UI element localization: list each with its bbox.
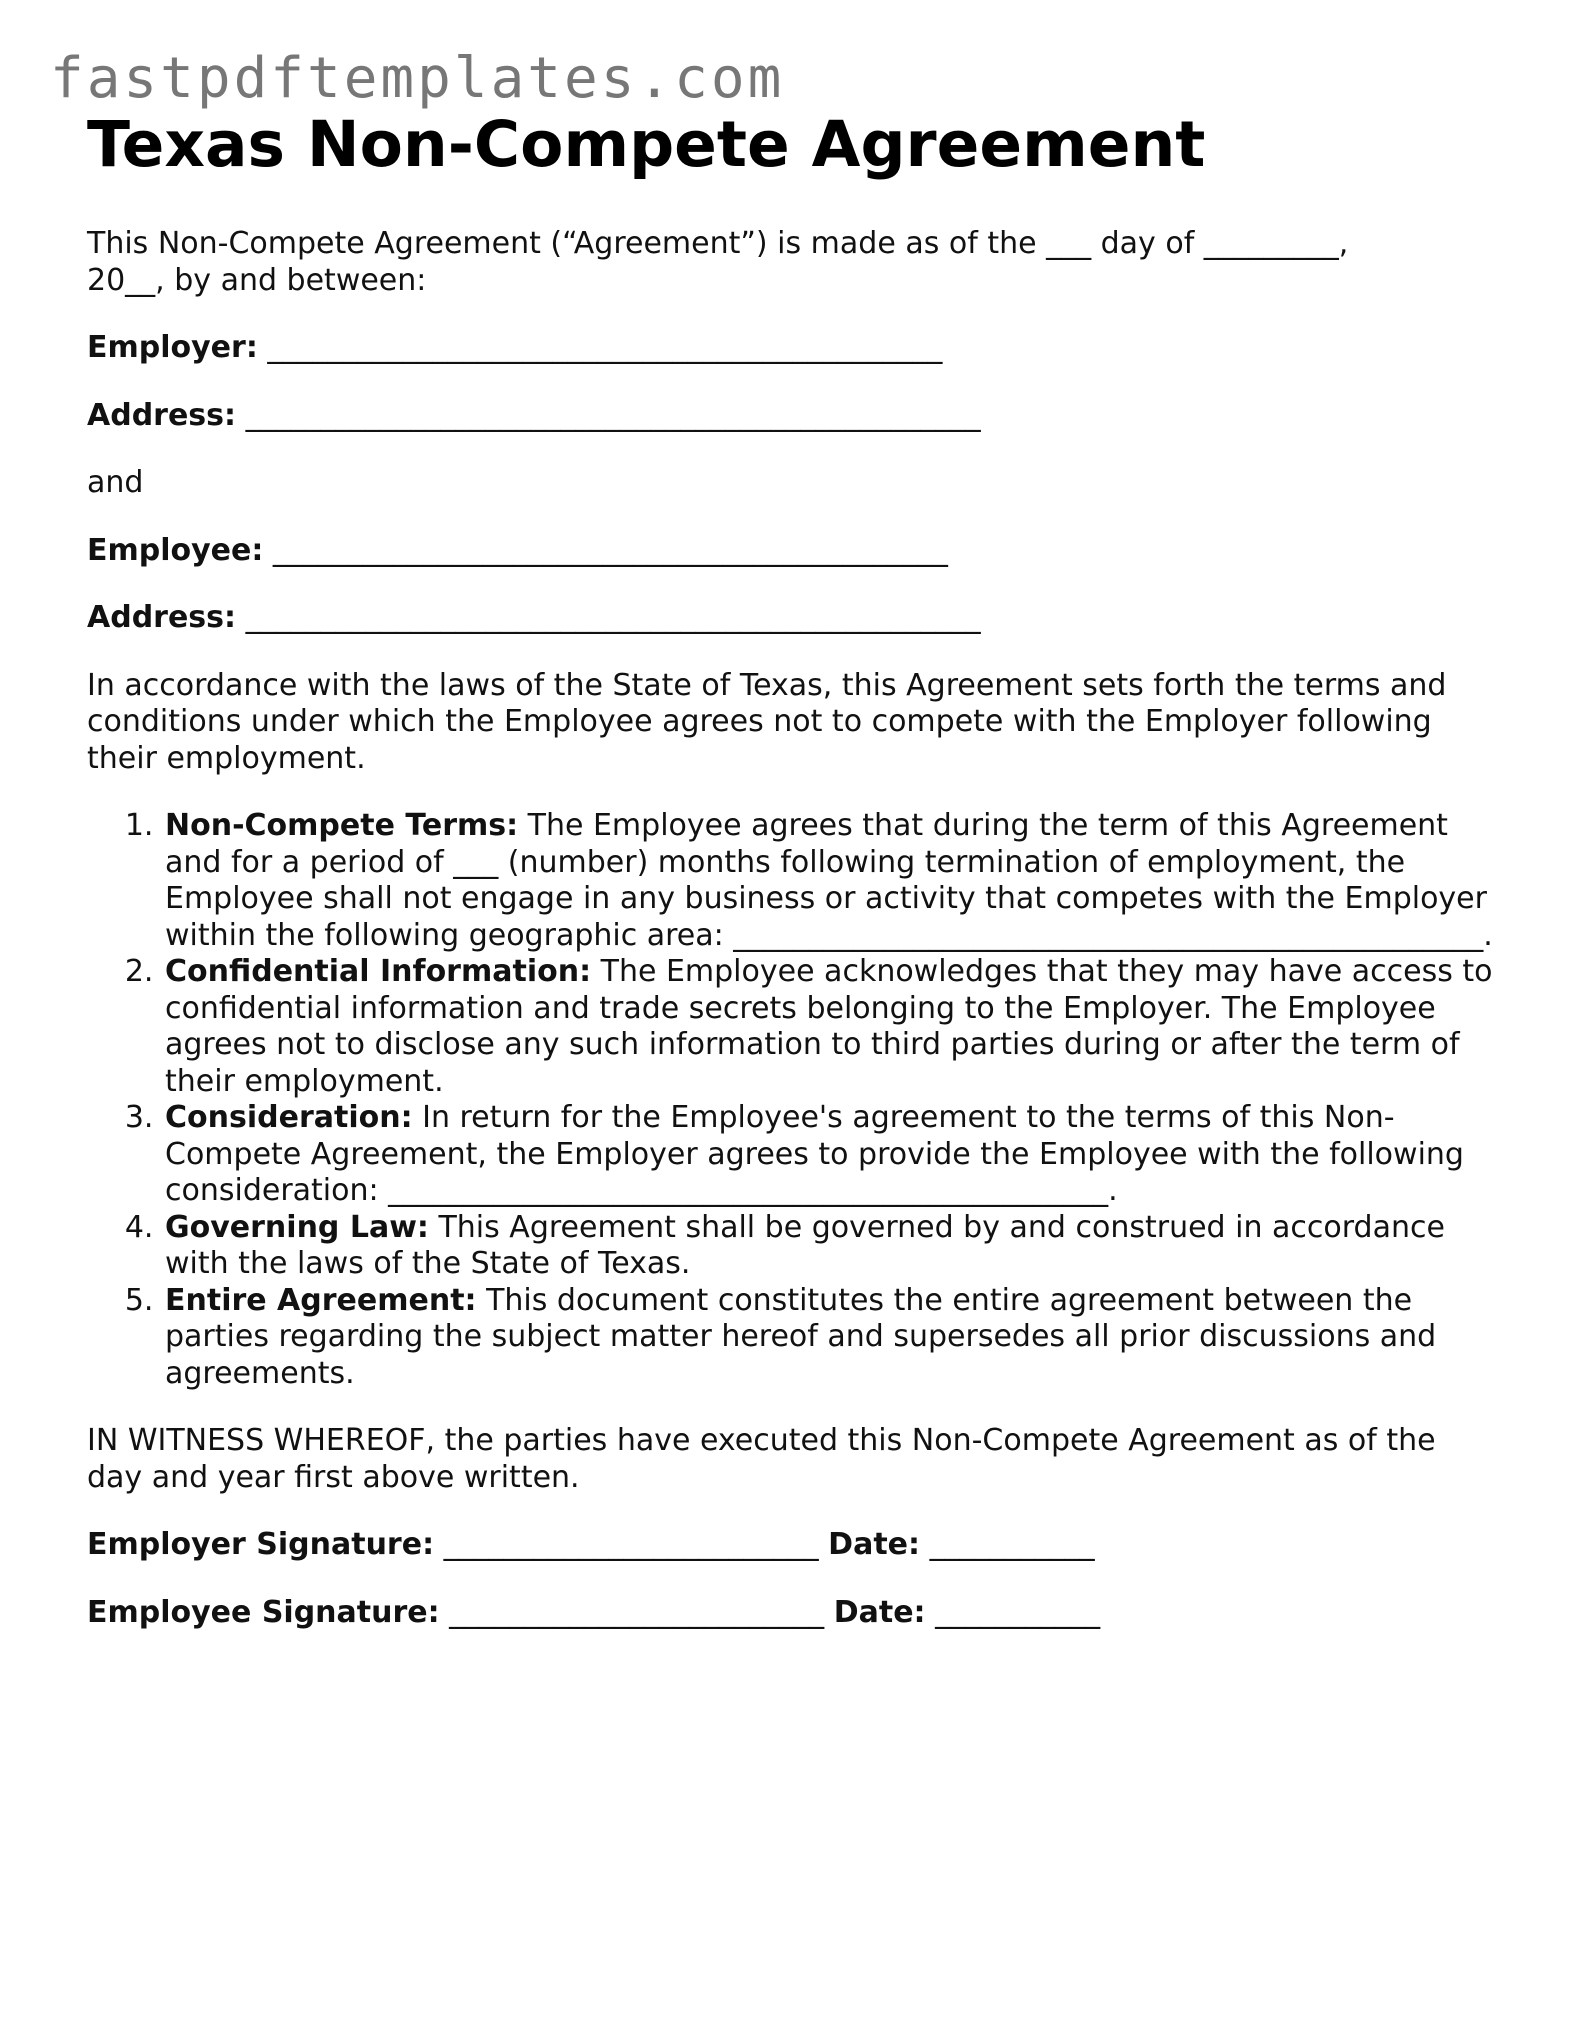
- employer-signature-line: [87, 1527, 1497, 1564]
- clause-text: In return for the Employee's agreement to the terms of this Non-Compete Agreement, the Employer agrees to provide the Employee with the following consideration:: [165, 1100, 1464, 1208]
- clause-item: [163, 1283, 1497, 1393]
- employer-label: Employer:: [87, 330, 258, 365]
- employee-date-label: Date:: [833, 1594, 926, 1630]
- clause-text: This document constitutes the entire agreement between the parties regarding the subject matter hereof and supersedes all prior discussions and agreements.: [165, 1282, 1437, 1391]
- document-body: [87, 226, 1497, 1662]
- intro-line-1: This Non-Compete Agreement (“Agreement”) is made as of the ___ day of _________,: [87, 226, 1349, 261]
- clause-heading: Non-Compete Terms:: [165, 808, 519, 843]
- employee-signature-line: [87, 1595, 1497, 1632]
- and-text: and: [87, 465, 144, 500]
- document-title: Texas Non-Compete Agreement: [87, 108, 1206, 181]
- intro-paragraph: [87, 226, 1497, 299]
- clause-text: The Employee agrees that during the term of this Agreement and for a period of ___ (number) months following termination of employment, the Employee shall not engage in any business or activity that competes with the Employer within the following geographic area:: [165, 808, 1487, 953]
- clause-heading: Governing Law:: [165, 1209, 429, 1245]
- employee-label: Employee:: [87, 532, 264, 568]
- clause-item: [163, 954, 1497, 1100]
- employer-signature-label: Employer Signature:: [87, 1527, 435, 1562]
- clause-item: [163, 1210, 1497, 1283]
- employer-address-blank[interactable]: _________________________________________________: [245, 397, 981, 433]
- employer-date-label: Date:: [828, 1527, 921, 1562]
- employee-blank[interactable]: _____________________________________________: [272, 532, 948, 568]
- watermark: fastpdftemplates.com: [50, 46, 785, 111]
- employer-field: [87, 330, 1497, 367]
- employee-address-label: Address:: [87, 600, 237, 635]
- employer-signature-blank[interactable]: _________________________: [443, 1527, 819, 1562]
- clause-text: The Employee acknowledges that they may have access to confidential information and trade secrets belonging to the Employer. The Employee agrees not to disclose any such information to third parties during or after the term of their employment.: [165, 954, 1493, 1099]
- clause-heading: Entire Agreement:: [165, 1282, 477, 1318]
- clause-text: This Agreement shall be governed by and construed in accordance with the laws of the State of Texas.: [165, 1209, 1445, 1281]
- employee-signature-label: Employee Signature:: [87, 1594, 440, 1630]
- preamble-paragraph: In accordance with the laws of the State of Texas, this Agreement sets forth the terms and conditions under which the Employee agrees not to compete with the Employer following their employment.: [87, 667, 1447, 776]
- witness-paragraph: IN WITNESS WHEREOF, the parties have executed this Non-Compete Agreement as of the day and year first above written.: [87, 1423, 1436, 1495]
- employee-date-blank[interactable]: ___________: [935, 1594, 1101, 1630]
- employer-date-blank[interactable]: ___________: [929, 1527, 1095, 1562]
- clause-list: [87, 808, 1497, 1392]
- consideration-blank[interactable]: ________________________________________________.: [388, 1173, 1118, 1208]
- geographic-area-blank[interactable]: __________________________________________________.: [733, 917, 1493, 953]
- intro-line-2: 20__, by and between:: [87, 262, 427, 298]
- employer-blank[interactable]: _____________________________________________: [267, 330, 943, 365]
- employer-address-field: [87, 398, 1497, 435]
- clause-item: [163, 808, 1497, 954]
- employee-signature-blank[interactable]: _________________________: [449, 1594, 825, 1630]
- employee-address-field: [87, 600, 1497, 637]
- employee-field: [87, 533, 1497, 570]
- clause-heading: Confidential Information:: [165, 954, 592, 989]
- employee-address-blank[interactable]: _________________________________________________: [245, 600, 981, 635]
- employer-address-label: Address:: [87, 397, 237, 433]
- clause-heading: Consideration:: [165, 1100, 413, 1135]
- clause-item: [163, 1100, 1497, 1210]
